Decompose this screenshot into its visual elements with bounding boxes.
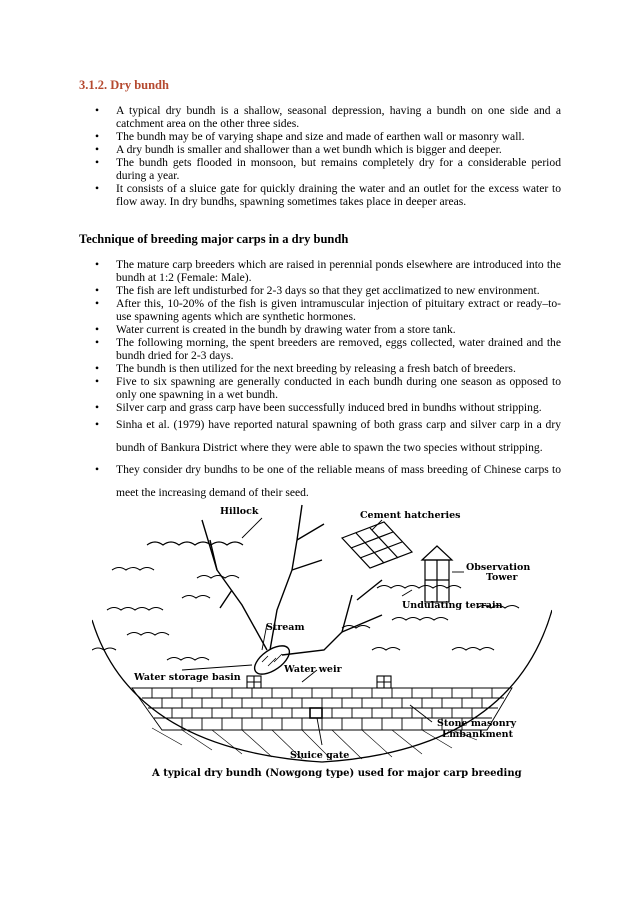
water-weir bbox=[247, 676, 391, 688]
bullet-item: • Silver carp and grass carp have been successfully induced bred in bundhs without stripping. bbox=[0, 401, 561, 414]
dry-bundh-diagram bbox=[92, 500, 552, 785]
bullet-item: • Water current is created in the bundh by drawing water from a store tank. bbox=[0, 323, 561, 336]
label-observation: Observation bbox=[466, 562, 531, 573]
sluice-gate bbox=[310, 708, 322, 718]
bullet-item: • The fish are left undisturbed for 2-3 days so that they get acclimatized to new environment. bbox=[0, 284, 561, 297]
leader-lines bbox=[182, 518, 464, 745]
bullet-item: • It consists of a sluice gate for quickly draining the water and an outlet for the excess water to flow away. In dry bundhs, spawning sometimes takes place in deeper areas. bbox=[0, 182, 561, 208]
bullet-item: • The mature carp breeders which are raised in perennial ponds elsewhere are introduced into the bundh at 1:2 (Female: Male). bbox=[0, 258, 561, 284]
label-water-storage-basin: Water storage basin bbox=[134, 672, 241, 683]
dry-bundh-figure bbox=[92, 500, 552, 785]
bullet-item: • After this, 10-20% of the fish is given intramuscular injection of pituitary extract or ready–to-use spawning agents which are synthetic hormones. bbox=[0, 297, 561, 323]
label-water-weir: Water weir bbox=[284, 664, 342, 675]
bullet-item: • Sinha et al. (1979) have reported natural spawning of both grass carp and silver carp in a dry bundh of Bankura District where they were able to spawn the two species without stripping. bbox=[0, 414, 561, 459]
label-hillock: Hillock bbox=[220, 506, 259, 517]
bullet-item: • Five to six spawning are generally conducted in each bundh during one season as opposed to only one spawning in a wet bundh. bbox=[0, 375, 561, 401]
label-undulating-terrain: Undulating terrain bbox=[402, 600, 503, 611]
label-embankment: Embankment bbox=[442, 729, 513, 740]
observation-tower bbox=[422, 546, 452, 602]
label-tower: Tower bbox=[486, 572, 518, 583]
label-stone-masonry: Stone masonry bbox=[437, 718, 517, 729]
bullet-item: • The bundh is then utilized for the next breeding by releasing a fresh batch of breeders. bbox=[0, 362, 561, 375]
label-cement-hatcheries: Cement hatcheries bbox=[360, 510, 461, 521]
label-sluice-gate: Sluice gate bbox=[290, 750, 350, 761]
bullet-item: • They consider dry bundhs to be one of the reliable means of mass breeding of Chinese carps to meet the increasing demand of their seed. bbox=[0, 459, 561, 504]
section-title: 3.1.2. Dry bundh bbox=[79, 78, 169, 92]
technique-title: Technique of breeding major carps in a dry bundh bbox=[79, 232, 349, 246]
bullet-item: • A dry bundh is smaller and shallower than a wet bundh which is bigger and deeper. bbox=[0, 143, 561, 156]
figure-caption: A typical dry bundh (Nowgong type) used for major carp breeding bbox=[152, 768, 522, 779]
label-stream: Stream bbox=[266, 622, 305, 633]
intro-bullet-list bbox=[0, 104, 561, 208]
bullet-item: • The bundh may be of varying shape and size and made of earthen wall or masonry wall. bbox=[0, 130, 561, 143]
technique-bullet-list bbox=[0, 258, 561, 504]
bullet-item: • A typical dry bundh is a shallow, seasonal depression, having a bundh on one side and a catchment area on the other three sides. bbox=[0, 104, 561, 130]
bullet-item: • The bundh gets flooded in monsoon, but remains completely dry for a considerable period during a year. bbox=[0, 156, 561, 182]
cement-hatcheries bbox=[342, 522, 412, 568]
bullet-item: • The following morning, the spent breeders are removed, eggs collected, water drained and the bundh dried for 2-3 days. bbox=[0, 336, 561, 362]
